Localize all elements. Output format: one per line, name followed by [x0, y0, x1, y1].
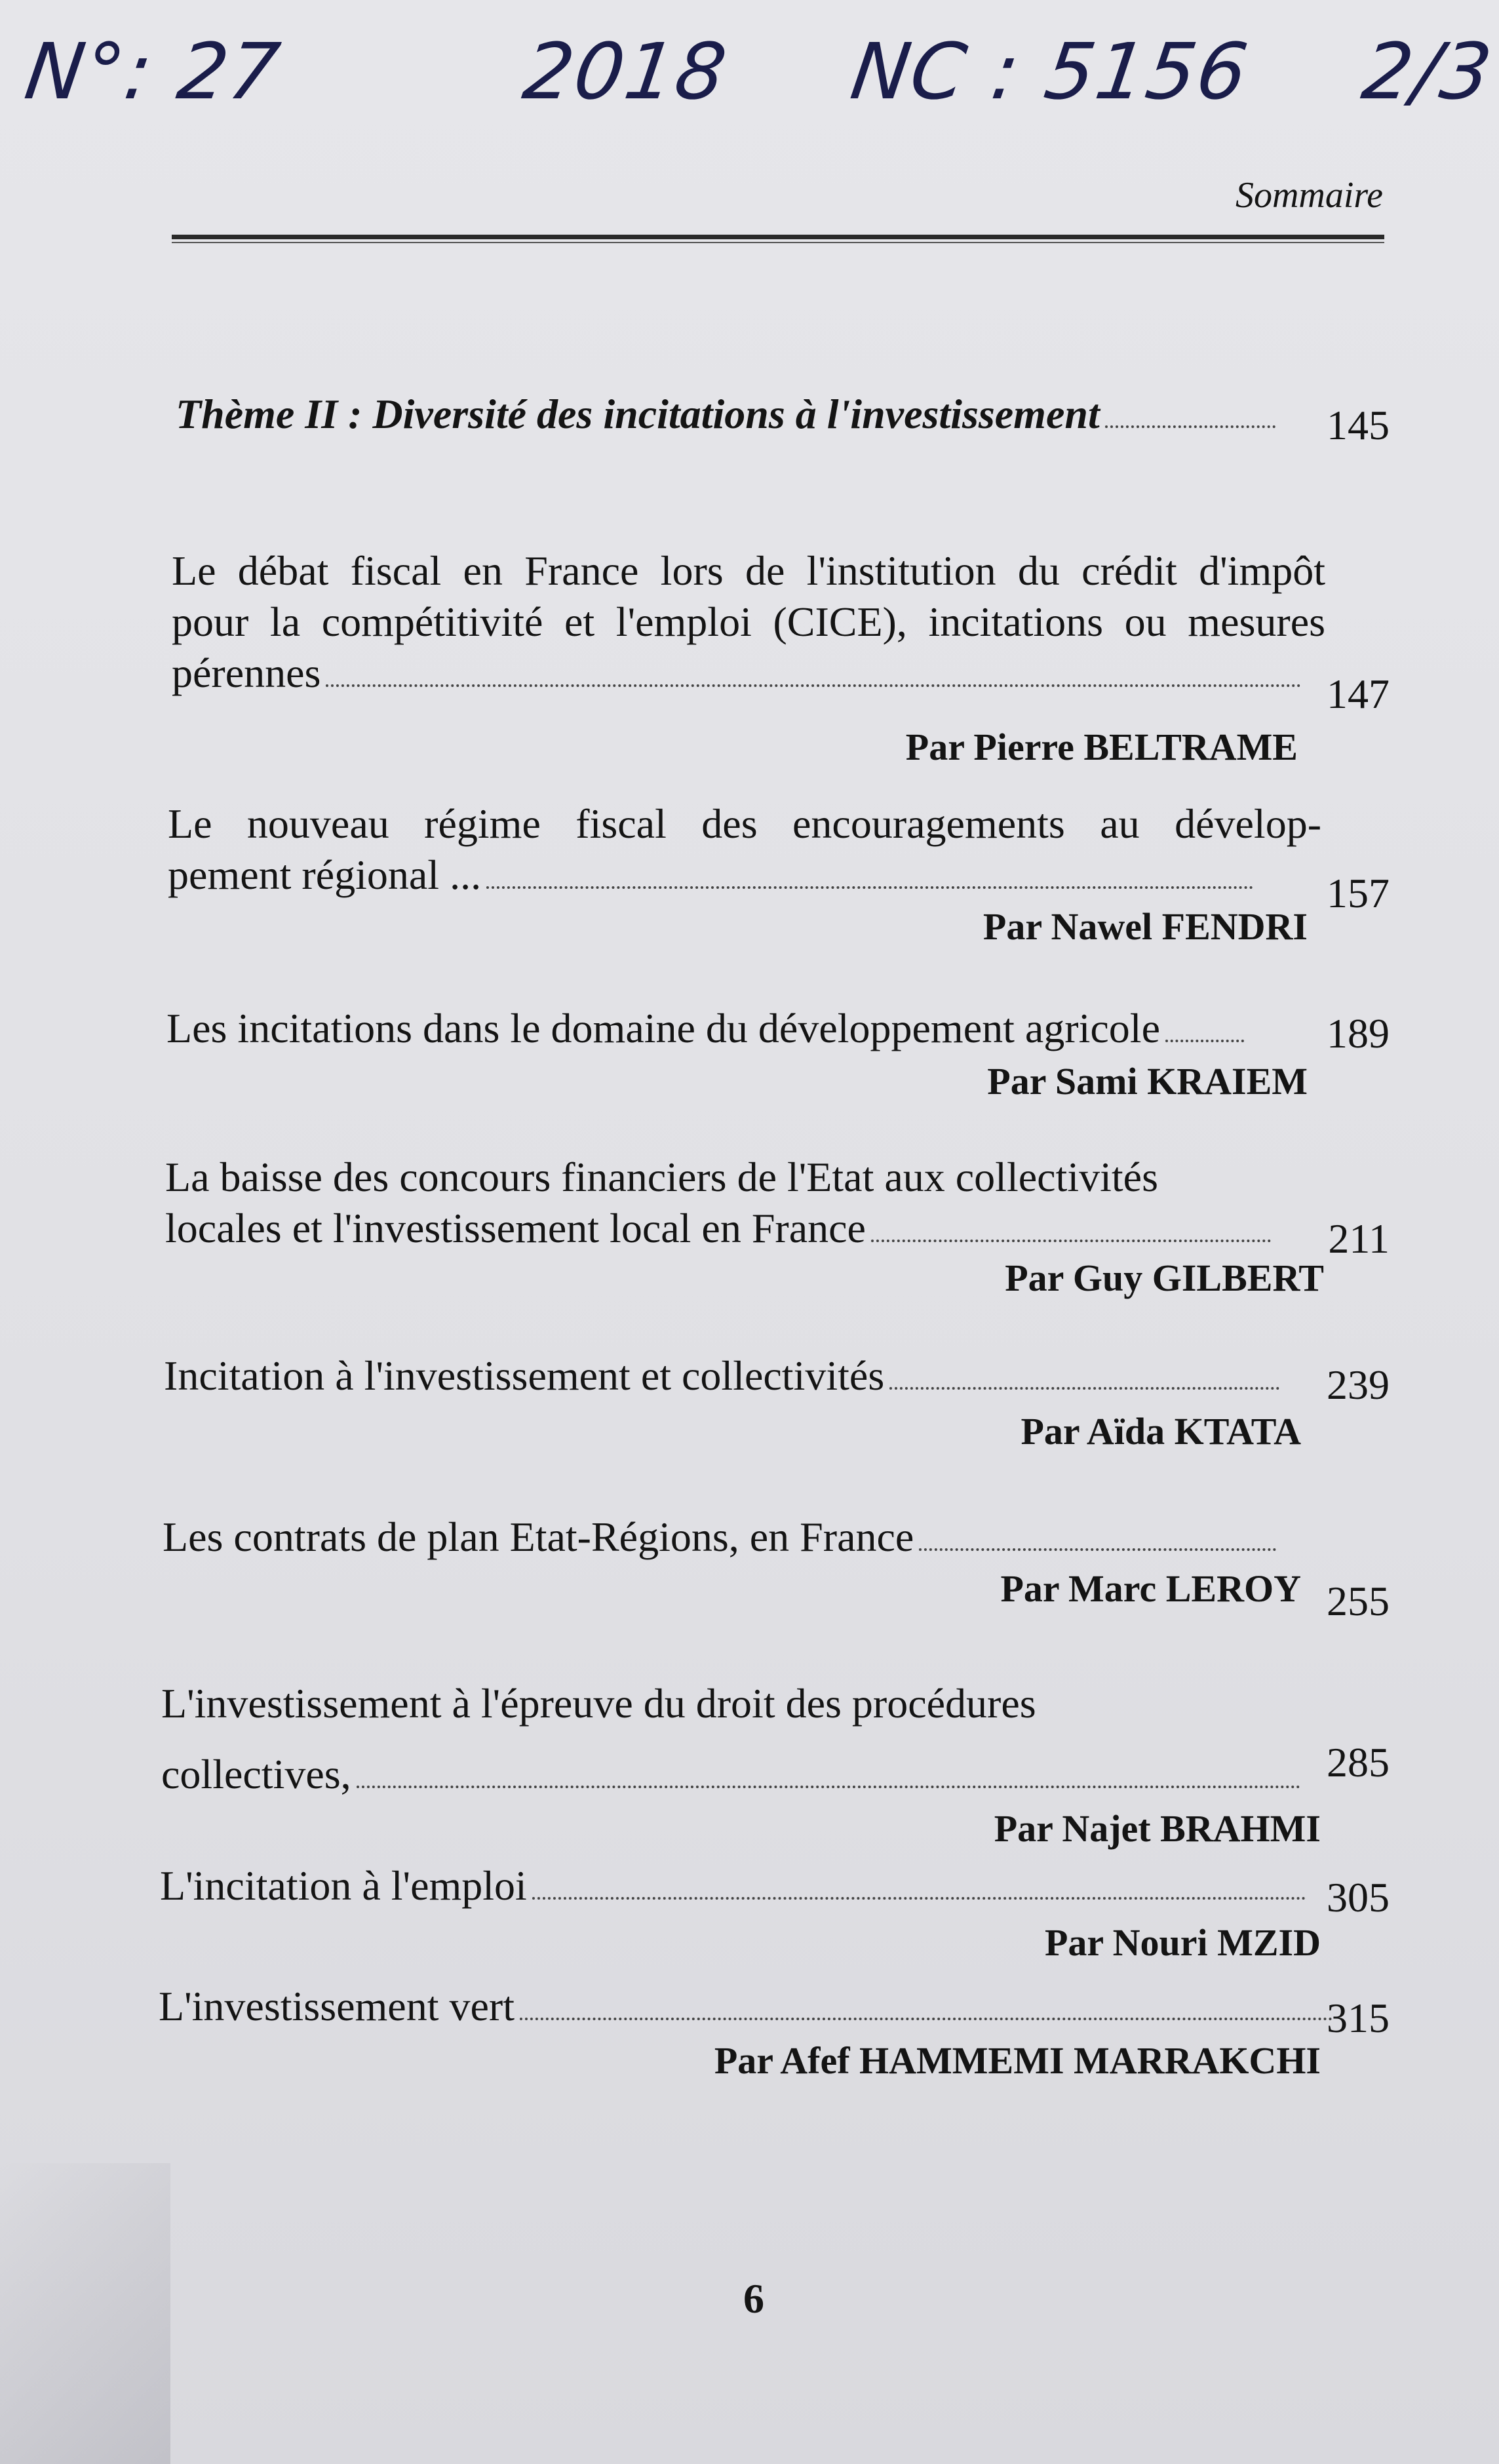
folio: 6 [743, 2275, 764, 2322]
header-rule [172, 235, 1384, 239]
theme-page: 145 [1327, 402, 1390, 448]
toc-entry-3 [166, 1003, 1320, 1054]
entry-4-page: 211 [1328, 1215, 1390, 1262]
header-rule-thin [172, 242, 1384, 243]
toc-entry-5 [164, 1350, 1317, 1401]
dot-leader [532, 1897, 1306, 1900]
entry-3-page: 189 [1327, 1010, 1390, 1057]
entry-7-author: Par Najet BRAHMI [994, 1807, 1321, 1850]
theme-heading [176, 390, 1275, 439]
entry-5-author: Par Aïda KTATA [1021, 1410, 1301, 1453]
entry-1-page: 147 [1327, 671, 1390, 717]
dot-leader [326, 684, 1301, 687]
dot-leader [486, 886, 1253, 889]
dot-leader [1165, 1040, 1244, 1042]
dot-leader [1105, 425, 1275, 428]
entry-9-line-1: L'investissement vert [159, 1981, 1312, 2032]
dot-leader [871, 1240, 1271, 1242]
toc-entry-1 [172, 545, 1325, 699]
toc-entry-7 [161, 1678, 1315, 1800]
handwritten-number: N°: 27 [20, 26, 286, 117]
toc-entry-2 [168, 798, 1321, 901]
dot-leader [520, 2018, 1333, 2020]
entry-4-line-1: La baisse des concours financiers de l'Etat aux collectivités [165, 1154, 1158, 1200]
theme-title: Thème II : Diversité des incitations à l'investissement [176, 391, 1100, 437]
entry-2-author: Par Nawel FENDRI [983, 905, 1308, 948]
entry-2-line-2: pement régional ... [168, 850, 1321, 901]
entry-3-line-1: Les incitations dans le domaine du développement agricole [166, 1003, 1320, 1054]
entry-9-author: Par Afef HAMMEMI MARRAKCHI [714, 2039, 1321, 2082]
entry-6-page: 255 [1327, 1578, 1390, 1624]
entry-9-page: 315 [1327, 1995, 1390, 2041]
entry-2-line-1: Le nouveau régime fiscal des encouragements au dévelop- [168, 800, 1321, 847]
running-head: Sommaire [1235, 175, 1383, 216]
dot-leader [357, 1786, 1300, 1788]
entry-8-page: 305 [1327, 1874, 1390, 1921]
entry-1-line-1: Le débat fiscal en France lors de l'institution du crédit d'impôt [172, 547, 1325, 594]
dot-leader [889, 1387, 1279, 1390]
entry-1-line-3: pérennes [172, 648, 1325, 699]
toc-entry-8 [160, 1860, 1314, 1911]
entry-7-line-2: collectives, [161, 1749, 1315, 1800]
entry-2-page: 157 [1327, 870, 1390, 916]
entry-5-line-1: Incitation à l'investissement et collectivités [164, 1350, 1317, 1401]
toc-entry-9 [159, 1981, 1312, 2032]
entry-7-line-1: L'investissement à l'épreuve du droit des procédures [161, 1680, 1036, 1727]
entry-6-line-1: Les contrats de plan Etat-Régions, en France [163, 1512, 1316, 1563]
page-shadow [0, 2163, 170, 2464]
dot-leader [919, 1548, 1276, 1551]
handwritten-fraction: 2/3 [1357, 26, 1498, 117]
entry-1-line-2: pour la compétitivité et l'emploi (CICE), incitations ou mesures [172, 598, 1325, 645]
toc-entry-6 [163, 1512, 1316, 1563]
toc-entry-4 [165, 1152, 1319, 1254]
entry-4-line-2: locales et l'investissement local en France [165, 1203, 1319, 1254]
handwritten-nc: NC : 5156 [846, 26, 1255, 117]
entry-7-page: 285 [1327, 1739, 1390, 1786]
entry-6-author: Par Marc LEROY [1000, 1567, 1301, 1610]
entry-5-page: 239 [1327, 1361, 1390, 1408]
entry-8-line-1: L'incitation à l'emploi [160, 1860, 1314, 1911]
entry-4-author: Par Guy GILBERT [1005, 1257, 1324, 1299]
entry-1-author: Par Pierre BELTRAME [905, 726, 1298, 768]
handwritten-year: 2018 [518, 26, 733, 117]
entry-8-author: Par Nouri MZID [1044, 1921, 1321, 1964]
entry-3-author: Par Sami KRAIEM [987, 1060, 1308, 1103]
